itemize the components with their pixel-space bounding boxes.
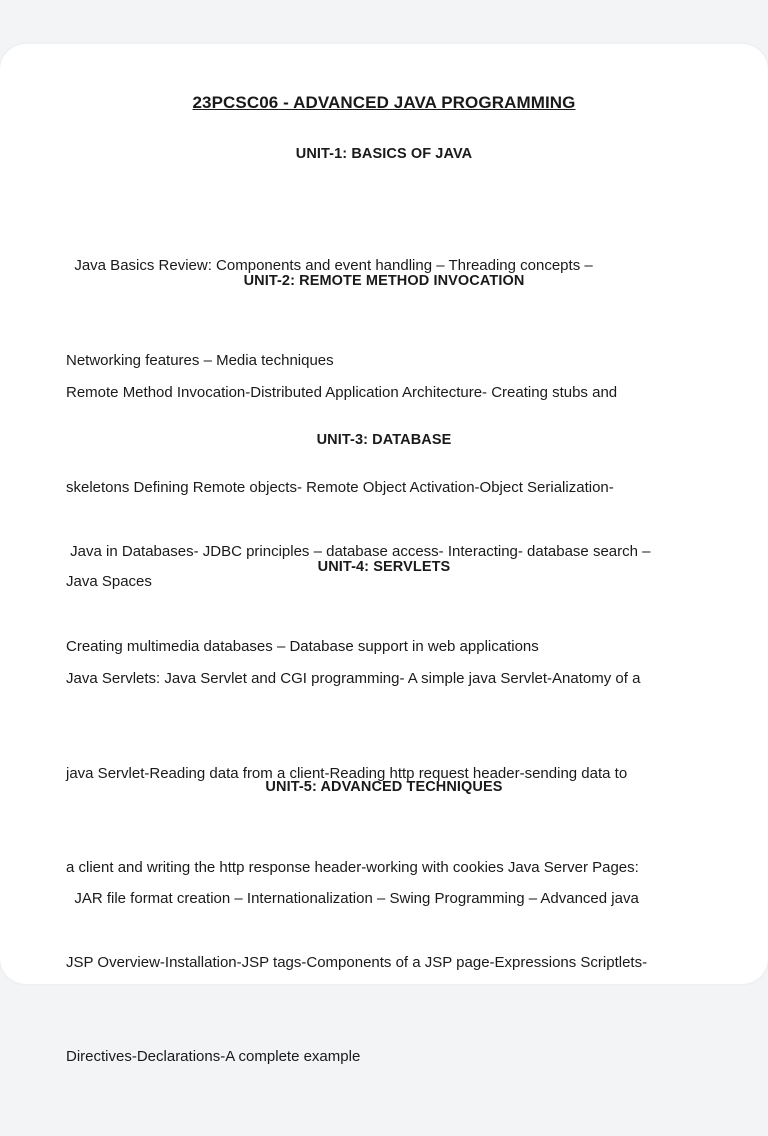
text-line: Remote Method Invocation-Distributed Application Architecture- Creating stubs and (66, 384, 618, 401)
text-line: JSP Overview-Installation-JSP tags-Components of a JSP page-Expressions Scriptlets- (66, 953, 648, 971)
text-line: JAR file format creation – Internationalization – Swing Programming – Advanced java (66, 890, 639, 907)
unit-4-heading: UNIT-4: SERVLETS (317, 559, 451, 575)
text-line: skeletons Defining Remote objects- Remote Object Activation-Object Serialization- (66, 478, 614, 496)
text-line: Creating multimedia databases – Database support in web applications (66, 637, 539, 655)
text-line: Java in Databases- JDBC principles – database access- Interacting- database search – (66, 543, 651, 560)
unit-5-content (66, 820, 706, 978)
text-line: Java Basics Review: Components and event handling – Threading concepts – (66, 257, 593, 274)
text-line: Java Spaces (66, 573, 152, 590)
unit-5-heading: UNIT-5: ADVANCED TECHNIQUES (265, 779, 503, 795)
unit-1-heading: UNIT-1: BASICS OF JAVA (295, 146, 473, 162)
unit-2-heading: UNIT-2: REMOTE METHOD INVOCATION (243, 273, 525, 289)
text-line: Networking features – Media techniques (66, 351, 334, 369)
text-line: Java Servlets: Java Servlet and CGI programming- A simple java Servlet-Anatomy of a (66, 670, 641, 687)
text-line: Directives-Declarations-A complete example (66, 1048, 361, 1065)
unit-3-heading: UNIT-3: DATABASE (316, 432, 452, 448)
text-line: a client and writing the http response header-working with cookies Java Server Pages: (66, 859, 639, 876)
text-line: java Servlet-Reading data from a client-Reading http request header-sending data to (66, 764, 628, 782)
document-title: 23PCSC06 - ADVANCED JAVA PROGRAMMING (192, 93, 576, 112)
document-page (0, 44, 768, 1065)
